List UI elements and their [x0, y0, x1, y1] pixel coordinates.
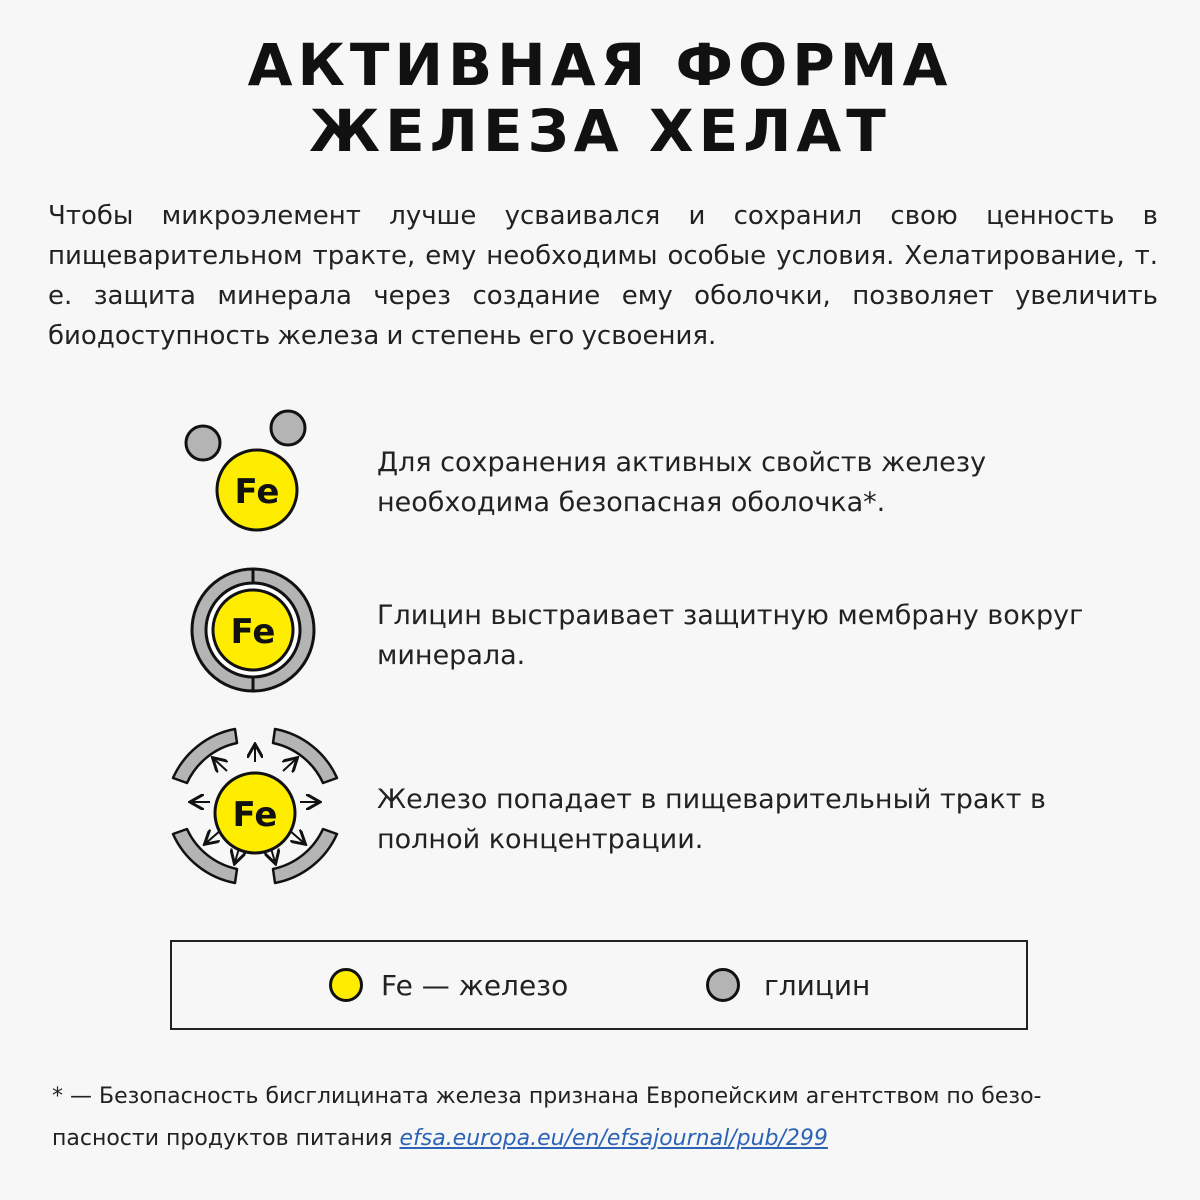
step-2-text: Глицин выстраивает защитную мембрану вокруг минерала. [377, 600, 1084, 671]
footnote-line-2-text: пасности продуктов питания [52, 1126, 400, 1151]
glycine-molecule-left [186, 426, 220, 460]
legend-iron-label: Fe — железо [381, 968, 569, 1002]
iron-dot-icon [329, 968, 363, 1002]
footnote-line-2 [52, 1118, 1152, 1160]
step-1-text: Для сохранения активных свойств железу необходима безопасная оболочка*. [377, 447, 987, 518]
title-line-1: АКТИВНАЯ ФОРМА [247, 31, 953, 99]
shell-fragment-top-left [173, 729, 237, 783]
glycine-dot-icon [706, 968, 740, 1002]
title-line-2: ЖЕЛЕЗА ХЕЛАТ [309, 97, 891, 165]
fe-label: Fe [230, 612, 276, 652]
footnote [52, 1076, 1152, 1160]
shell-fragment-top-right [273, 729, 337, 783]
glycine-molecule-right [271, 411, 305, 445]
fe-label: Fe [234, 472, 280, 512]
efsa-link[interactable]: efsa.europa.eu/en/efsajournal/pub/299 [399, 1126, 828, 1151]
step-3-text: Железо попадает в пищеварительный тракт в полной концентрации. [377, 784, 1046, 855]
intro-paragraph: Чтобы микроэлемент лучше усваивался и сохранил свою ценность в пищеварительном тракте, ему необходимы особые условия. Хелатирование, т. е. защита минерала через создание ему оболочки, позволяет увеличить биодоступность железа и степень его усвоения. [48, 201, 1158, 351]
legend-item-iron [329, 942, 568, 1028]
footnote-line-1: * — Безопасность бисглицината железа признана Европейским агентством по безо- [52, 1084, 1042, 1109]
fe-with-glycine-icon [165, 405, 325, 545]
fe-shell-icon [165, 562, 325, 702]
fe-release-icon [165, 726, 345, 906]
legend [170, 940, 1028, 1030]
page-title [0, 32, 1200, 164]
legend-item-glycine [706, 942, 870, 1028]
legend-glycine-label: глицин [764, 968, 871, 1002]
fe-label: Fe [232, 795, 278, 835]
